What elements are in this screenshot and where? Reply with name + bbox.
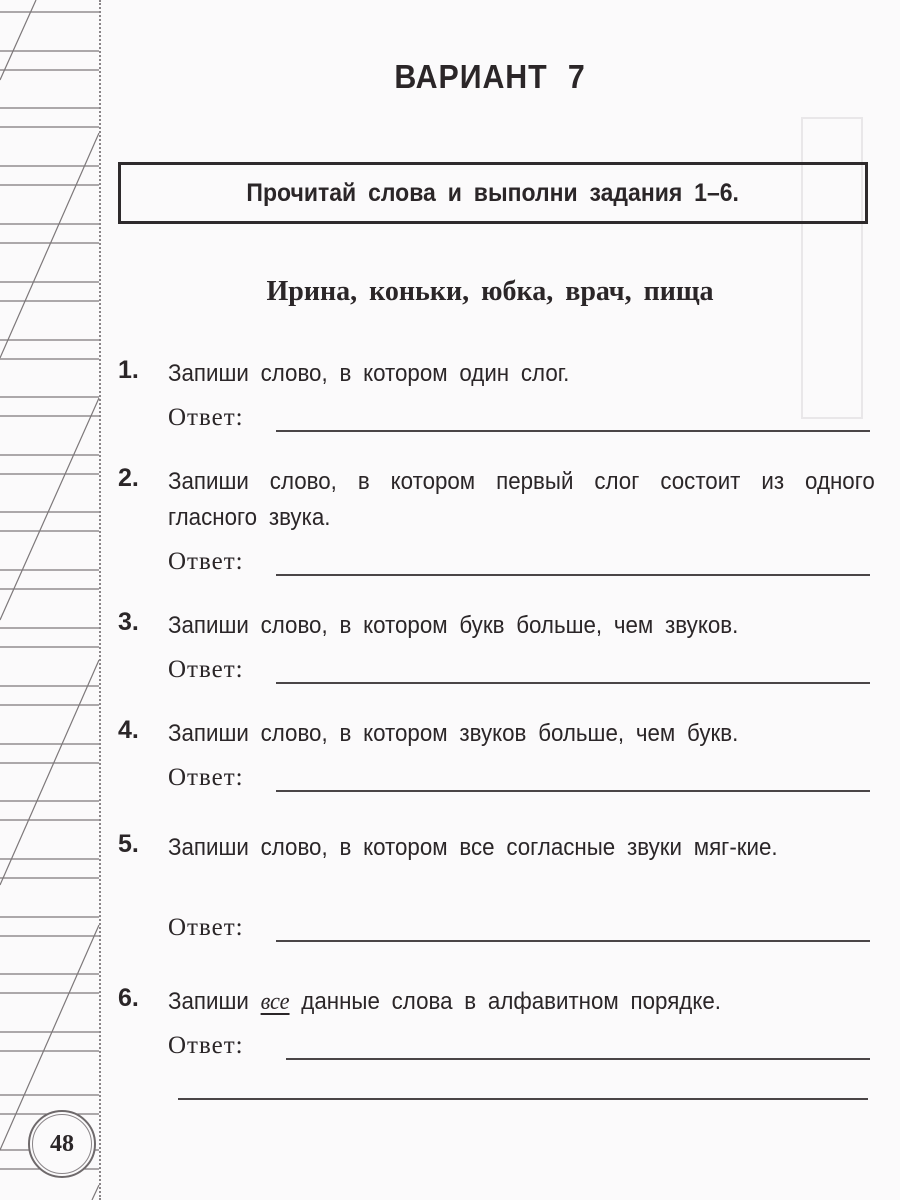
task-text: Запиши слово, в котором букв больше, чем звуков.: [168, 612, 739, 639]
page-number-badge: [28, 1110, 96, 1178]
variant-title: [39, 58, 900, 96]
task-number: 6.: [118, 984, 139, 1012]
answer-label: Ответ:: [168, 1032, 244, 1059]
task-number: 4.: [118, 716, 139, 744]
task-number: 3.: [118, 608, 139, 636]
task-text-before: Запиши: [168, 988, 249, 1015]
task-4: [118, 716, 870, 791]
answer-line-5[interactable]: [276, 940, 870, 942]
task-6: [118, 984, 870, 1059]
answer-label: Ответ:: [168, 656, 244, 683]
answer-label: Ответ:: [168, 548, 244, 575]
instruction-text: Прочитай слова и выполни задания 1–6.: [246, 178, 740, 207]
task-text-after: данные слова в алфавитном порядке.: [301, 988, 721, 1015]
answer-line-2[interactable]: [276, 574, 870, 576]
answer-label: Ответ:: [168, 764, 244, 791]
page-number: 48: [50, 1130, 74, 1157]
task-1: [118, 356, 870, 431]
margin-dotted-rule: [99, 0, 101, 1200]
answer-line-6b[interactable]: [178, 1098, 868, 1100]
task-number: 2.: [118, 464, 139, 492]
task-2: [118, 464, 875, 575]
task-text: Запиши слово, в котором звуков больше, чем букв.: [168, 720, 739, 747]
answer-line-3[interactable]: [276, 682, 870, 684]
guide-lines-graphic: [0, 0, 101, 1200]
handwriting-guide-margin: [0, 0, 101, 1200]
answer-line-1[interactable]: [276, 430, 870, 432]
word-list: Ирина, коньки, юбка, врач, пища: [266, 276, 714, 307]
task-5: [118, 830, 870, 941]
task-text: Запиши слово, в котором все согласные звуки мяг-кие.: [168, 834, 778, 861]
task-text-emphasis: все: [260, 989, 290, 1015]
answer-line-4[interactable]: [276, 790, 870, 792]
task-number: 1.: [118, 356, 139, 384]
task-text: [168, 984, 875, 1020]
task-text: Запиши слово, в котором один слог.: [168, 360, 570, 387]
answer-label: Ответ:: [168, 404, 244, 431]
answer-label: Ответ:: [168, 914, 244, 941]
variant-number: 7: [567, 58, 586, 95]
instruction-box: [118, 162, 868, 224]
task-text: Запиши слово, в котором первый слог состоит из одного гласного звука.: [168, 468, 875, 531]
variant-title-label: ВАРИАНТ: [394, 58, 548, 95]
task-number: 5.: [118, 830, 139, 858]
answer-line-6a[interactable]: [286, 1058, 870, 1060]
task-3: [118, 608, 870, 683]
